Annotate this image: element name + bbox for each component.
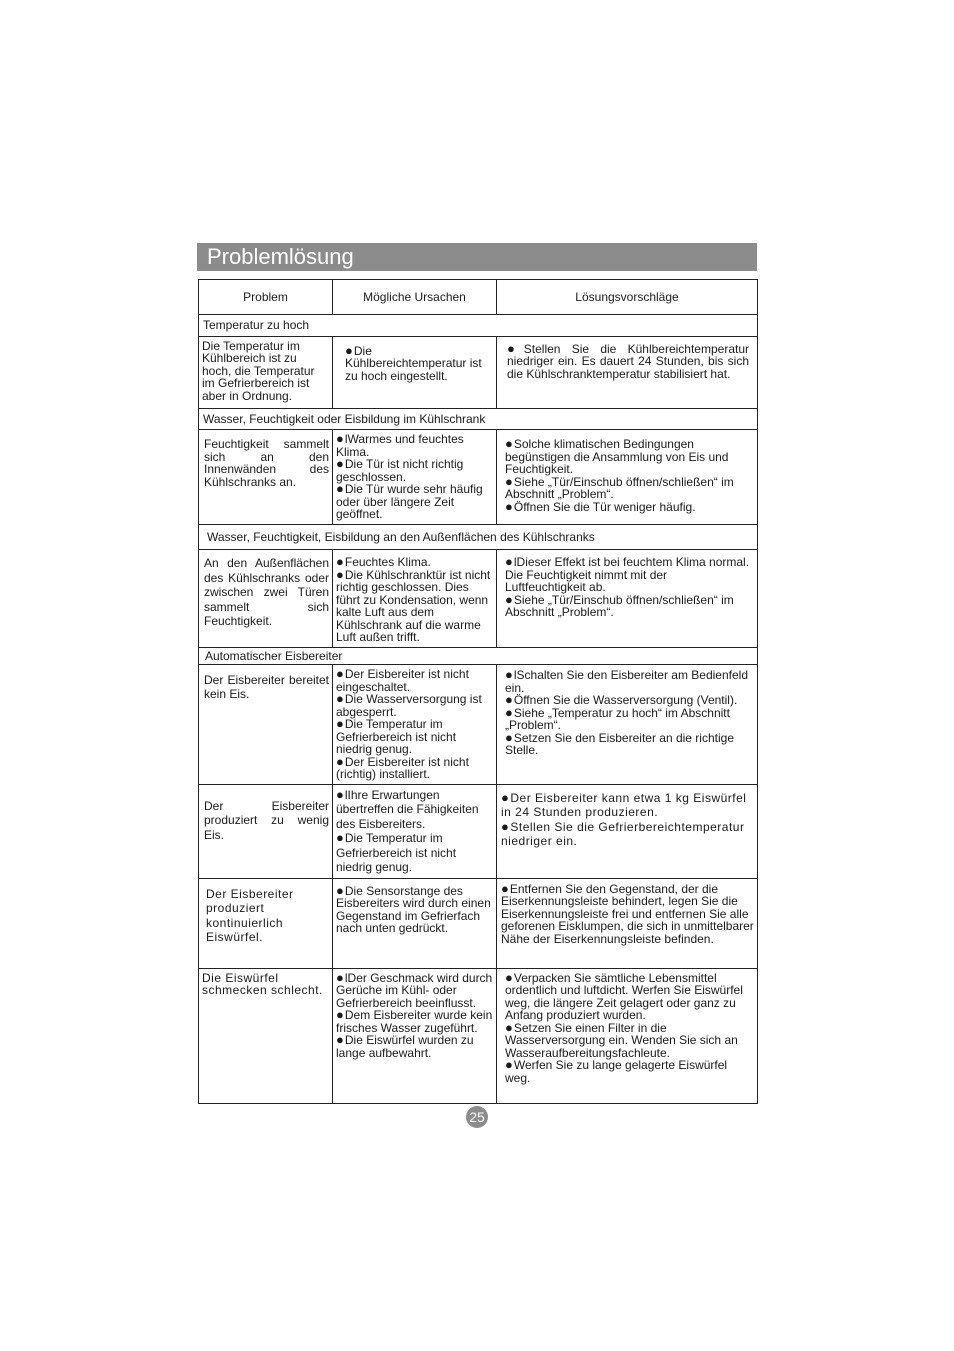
section-row xyxy=(199,647,758,665)
page-number: 25 xyxy=(466,1106,488,1128)
table-row xyxy=(199,550,758,648)
table-row xyxy=(199,430,758,525)
causes-cell xyxy=(333,550,497,648)
solution-item: ● Siehe „Tür/Einschub öffnen/schließen“ im Abschnitt „Problem“. xyxy=(505,594,751,619)
solution-item: ● Werfen Sie zu lange gelagerte Eiswürfel weg. xyxy=(505,1059,753,1084)
table-row xyxy=(199,784,758,878)
solution-item: ● Siehe „Temperatur zu hoch“ im Abschnitt „Problem“. xyxy=(505,707,755,732)
section-row xyxy=(199,315,758,337)
causes-cell xyxy=(333,968,497,1103)
table-row xyxy=(199,878,758,968)
cause-item: ● Die Sensorstange des Eisbereiters wird durch einen Gegenstand im Gefrierfach nach unten gedrückt. xyxy=(336,885,493,935)
problem-cell xyxy=(199,968,333,1103)
cause-item: ● Die Temperatur im Gefrierbereich ist nicht niedrig genug. xyxy=(336,718,493,756)
solution-item: ● lDieser Effekt ist bei feuchtem Klima normal. Die Feuchtigkeit nimmt mit der Luftfeuchtigkeit ab. xyxy=(505,556,751,594)
cause-item: ● Der Eisbereiter ist nicht eingeschaltet. xyxy=(336,668,493,693)
header-solutions: Lösungsvorschläge xyxy=(497,280,758,315)
causes-cell xyxy=(333,665,497,785)
cause-item: ● Dem Eisbereiter wurde kein frisches Wasser zugeführt. xyxy=(336,1009,493,1034)
solution-item: ● Setzen Sie den Eisbereiter an die richtige Stelle. xyxy=(505,732,755,757)
cause-item: ● Die Kühlbereichtemperatur ist zu hoch eingestellt. xyxy=(345,345,493,383)
cause-item: ● Der Eisbereiter ist nicht (richtig) installiert. xyxy=(336,756,493,781)
page-title: Problemlösung xyxy=(197,243,757,271)
solution-item: ● Stellen Sie die Gefrierbereichtemperatur niedriger ein. xyxy=(501,820,753,849)
solution-item: ● lSchalten Sie den Eisbereiter am Bedienfeld ein. xyxy=(505,669,755,694)
table-header-row xyxy=(199,280,758,315)
cause-item: ● lDer Geschmack wird durch Gerüche im Kühl- oder Gefrierbereich beeinflusst. xyxy=(336,972,493,1010)
solutions-cell xyxy=(497,336,758,408)
problem-text: Die Eiswürfel schmecken schlecht. xyxy=(202,970,323,997)
header-causes: Mögliche Ursachen xyxy=(333,280,497,315)
problem-cell xyxy=(199,430,333,525)
problem-cell xyxy=(199,336,333,408)
table-row xyxy=(199,968,758,1103)
cause-item: ● Die Kühlschranktür ist nicht richtig geschlossen. Dies führt zu Kondensation, wenn kalte Luft aus dem Kühlschrank auf die warme Luft außen trifft. xyxy=(336,569,493,644)
causes-cell xyxy=(333,430,497,525)
section-row xyxy=(199,524,758,550)
cause-item: ● Feuchtes Klima. xyxy=(336,556,493,569)
troubleshooting-table xyxy=(198,279,758,1104)
solution-item: ● Siehe „Tür/Einschub öffnen/schließen“ im Abschnitt „Problem“. xyxy=(505,476,751,501)
problem-text: An den Außenflächen des Kühlschranks oder zwischen zwei Türen sammelt sich Feuchtigkeit. xyxy=(204,556,329,628)
section-title: Wasser, Feuchtigkeit, Eisbildung an den Außenflächen des Kühlschranks xyxy=(199,524,758,550)
solution-item: ● Öffnen Sie die Tür weniger häufig. xyxy=(505,501,751,514)
section-title: Automatischer Eisbereiter xyxy=(199,647,758,665)
solutions-cell xyxy=(497,784,758,878)
solution-item: ● Verpacken Sie sämtliche Lebensmittel ordentlich und luftdicht. Werfen Sie Eiswürfel weg, die längere Zeit gelagert oder ganz zu Anfang produziert wurden. xyxy=(505,972,753,1022)
cause-item: ● Die Tür wurde sehr häufig oder über längere Zeit geöffnet. xyxy=(336,483,493,521)
table-row xyxy=(199,665,758,785)
solutions-cell xyxy=(497,430,758,525)
solution-item: ● Öffnen Sie die Wasserversorgung (Ventil). xyxy=(505,694,755,707)
problem-text: Die Temperatur im Kühlbereich ist zu hoch, die Temperatur im Gefrierbereich ist aber in Ordnung. xyxy=(202,338,315,403)
problem-text: Feuchtigkeit sammelt sich an den Innenwänden des Kühlschranks an. xyxy=(204,437,329,489)
problem-text: Der Eisbereiter bereitet kein Eis. xyxy=(204,673,329,701)
section-title: Temperatur zu hoch xyxy=(199,315,758,337)
section-title: Wasser, Feuchtigkeit oder Eisbildung im Kühlschrank xyxy=(199,408,758,430)
solutions-cell xyxy=(497,550,758,648)
solution-item: ● Stellen Sie die Kühlbereichtemperatur niedriger ein. Es dauert 24 Stunden, bis sich die Kühlschranktemperatur stabilisiert hat. xyxy=(507,343,749,381)
problem-cell xyxy=(199,878,333,968)
section-row xyxy=(199,408,758,430)
solutions-cell xyxy=(497,665,758,785)
solution-item: ● Setzen Sie einen Filter in die Wasserversorgung ein. Wenden Sie sich an Wasseraufbereitungsfachleute. xyxy=(505,1022,753,1060)
cause-item: ● Die Tür ist nicht richtig geschlossen. xyxy=(336,458,493,483)
table-row xyxy=(199,336,758,408)
solution-item: ● Solche klimatischen Bedingungen begünstigen die Ansammlung von Eis und Feuchtigkeit. xyxy=(505,438,751,476)
solution-item: ● Der Eisbereiter kann etwa 1 kg Eiswürfel in 24 Stunden produzieren. xyxy=(501,791,753,820)
header-problem: Problem xyxy=(199,280,333,315)
problem-cell xyxy=(199,784,333,878)
cause-item: ● lWarmes und feuchtes Klima. xyxy=(336,433,493,458)
problem-text: Der Eisbereiter produziert zu wenig Eis. xyxy=(204,798,329,842)
solutions-cell xyxy=(497,968,758,1103)
problem-cell xyxy=(199,665,333,785)
problem-text: Der Eisbereiter produziert kontinuierlich Eiswürfel. xyxy=(206,886,294,944)
solution-item: ● Entfernen Sie den Gegenstand, der die Eiserkennungsleiste behindert, legen Sie die Eiserkennungsleiste frei und entfernen Sie alle geforenen Eisklumpen, die sich in unmittelbarer Nähe der Eiserkennungsleiste befinden. xyxy=(501,883,755,946)
cause-item: ● Die Eiswürfel wurden zu lange aufbewahrt. xyxy=(336,1034,493,1059)
causes-cell xyxy=(333,336,497,408)
causes-cell xyxy=(333,784,497,878)
solutions-cell xyxy=(497,878,758,968)
cause-item: ● lIhre Erwartungen übertreffen die Fähigkeiten des Eisbereiters. xyxy=(336,788,493,832)
cause-item: ● Die Wasserversorgung ist abgesperrt. xyxy=(336,693,493,718)
causes-cell xyxy=(333,878,497,968)
problem-cell xyxy=(199,550,333,648)
cause-item: ● Die Temperatur im Gefrierbereich ist nicht niedrig genug. xyxy=(336,831,493,875)
